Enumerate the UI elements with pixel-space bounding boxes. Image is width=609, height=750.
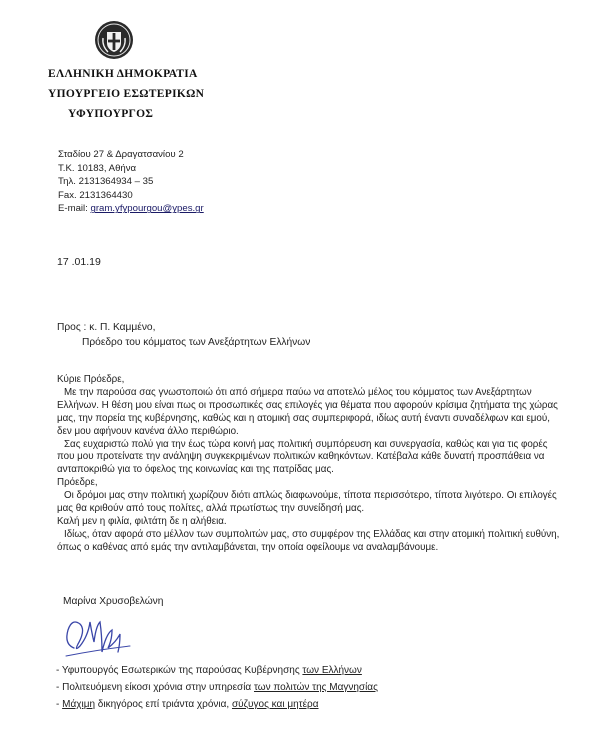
- tagline-lawyer-text: δικηγόρος επί τριάντα χρόνια,: [95, 699, 232, 710]
- address-postal: Τ.Κ. 10183, Αθήνα: [58, 162, 137, 174]
- paragraph-2: Σας ευχαριστώ πολύ για την έως τώρα κοινή μας πολιτική συμπόρευση και συνεργασία, καθώς και για τις φορές που μου προτείνατε την ανάληψη συγκεκριμένων πολιτικών καθηκόντων. Κατέβαλα κάθε δυνατή προσπάθεια να ανταποκριθώ για το όφελος της κοινωνίας και της πατρίδας μας.: [57, 438, 548, 476]
- paragraph-1: Με την παρούσα σας γνωστοποιώ ότι από σήμερα παύω να αποτελώ μέλος του κόμματος των Ανεξάρτητων Ελλήνων. Η θέση μου είναι πως οι προσωπικές σας επιλογές για θέματα που αφορούν κρίσιμα ζητήματα της χώρας μας, την πορεία της κυβέρνησης, καθώς και η ατομική σας συμπεριφορά, ιδίως αυτή έναντι συναδέλφων και εμού, δεν μου αφήνουν κανένα άλλο περιθώριο.: [57, 386, 558, 437]
- address-block: [58, 148, 204, 216]
- letter-date: 17 .01.19: [57, 256, 101, 268]
- email-link[interactable]: gram.yfypourgou@ypes.gr: [90, 203, 204, 215]
- paragraph-3: Οι δρόμοι μας στην πολιτική χωρίζουν διότι απλώς διαφωνούμε, τίποτα περισσότερο, τίποτα λιγότερο. Οι επιλογές μας θα κριθούν από τους πολίτες, αλλά πρωτίστως την συνείδησή μας.: [57, 490, 557, 515]
- tagline-service-text: - Πολιτευόμενη είκοσι χρόνια στην υπηρεσία: [56, 682, 254, 693]
- tagline-lawyer-underlined-2: σύζυγος και μητέρα: [231, 699, 319, 710]
- handwritten-signature: [60, 608, 160, 670]
- tagline-lawyer-underlined-1: Μάχιμη: [62, 699, 96, 710]
- header-ministry: ΥΠΟΥΡΓΕΙΟ ΕΣΩΤΕΡΙΚΩΝ: [48, 88, 205, 100]
- greek-coat-of-arms-icon: [94, 20, 134, 60]
- tagline-service: [56, 682, 378, 693]
- paragraph-4: Καλή μεν η φιλία, φιλτάτη δε η αλήθεια.: [57, 515, 227, 527]
- header-republic: ΕΛΛΗΝΙΚΗ ΔΗΜΟΚΡΑΤΙΑ: [48, 68, 198, 80]
- address-street: Σταδίου 27 & Δραγατσανίου 2: [58, 149, 184, 160]
- address-phone: Τηλ. 2131364934 – 35: [58, 176, 154, 188]
- tagline-role: [56, 665, 362, 676]
- header-deputy-minister: ΥΦΥΠΟΥΡΓΟΣ: [68, 108, 154, 120]
- recipient-title: Πρόεδρο του κόμματος των Ανεξάρτητων Ελλήνων: [82, 337, 311, 348]
- salutation-2: Πρόεδρε,: [57, 477, 98, 489]
- tagline-role-underlined: των Ελλήνων: [302, 665, 362, 676]
- tagline-service-underlined: των πολιτών της Μαγνησίας: [253, 682, 378, 693]
- salutation: Κύριε Πρόεδρε,: [57, 374, 125, 385]
- tagline-role-text: - Υφυπουργός Εσωτερικών της παρούσας Κυβέρνησης: [56, 665, 303, 676]
- address-email-row: [58, 202, 204, 216]
- paragraph-5: Ιδίως, όταν αφορά στο μέλλον των συμπολιτών μας, στο συμφέρον της Ελλάδας και στην ατομική πολιτική ευθύνη, όπως ο καθένας από εμάς την αντιλαμβάνεται, την οποία οφείλουμε να αναλαμβάνουμε.: [57, 528, 560, 553]
- signatory-name: Μαρίνα Χρυσοβελώνη: [63, 596, 164, 607]
- recipient-block: [57, 320, 310, 350]
- tagline-lawyer: - Μάχιμη δικηγόρος επί τριάντα χρόνια, σύζυγος και μητέρα: [56, 699, 319, 710]
- email-label: E-mail:: [58, 203, 91, 215]
- recipient-line: Προς : κ. Π. Καμμένο,: [57, 322, 156, 333]
- letter-body: [57, 374, 562, 555]
- address-fax: Fax. 2131364430: [58, 189, 133, 201]
